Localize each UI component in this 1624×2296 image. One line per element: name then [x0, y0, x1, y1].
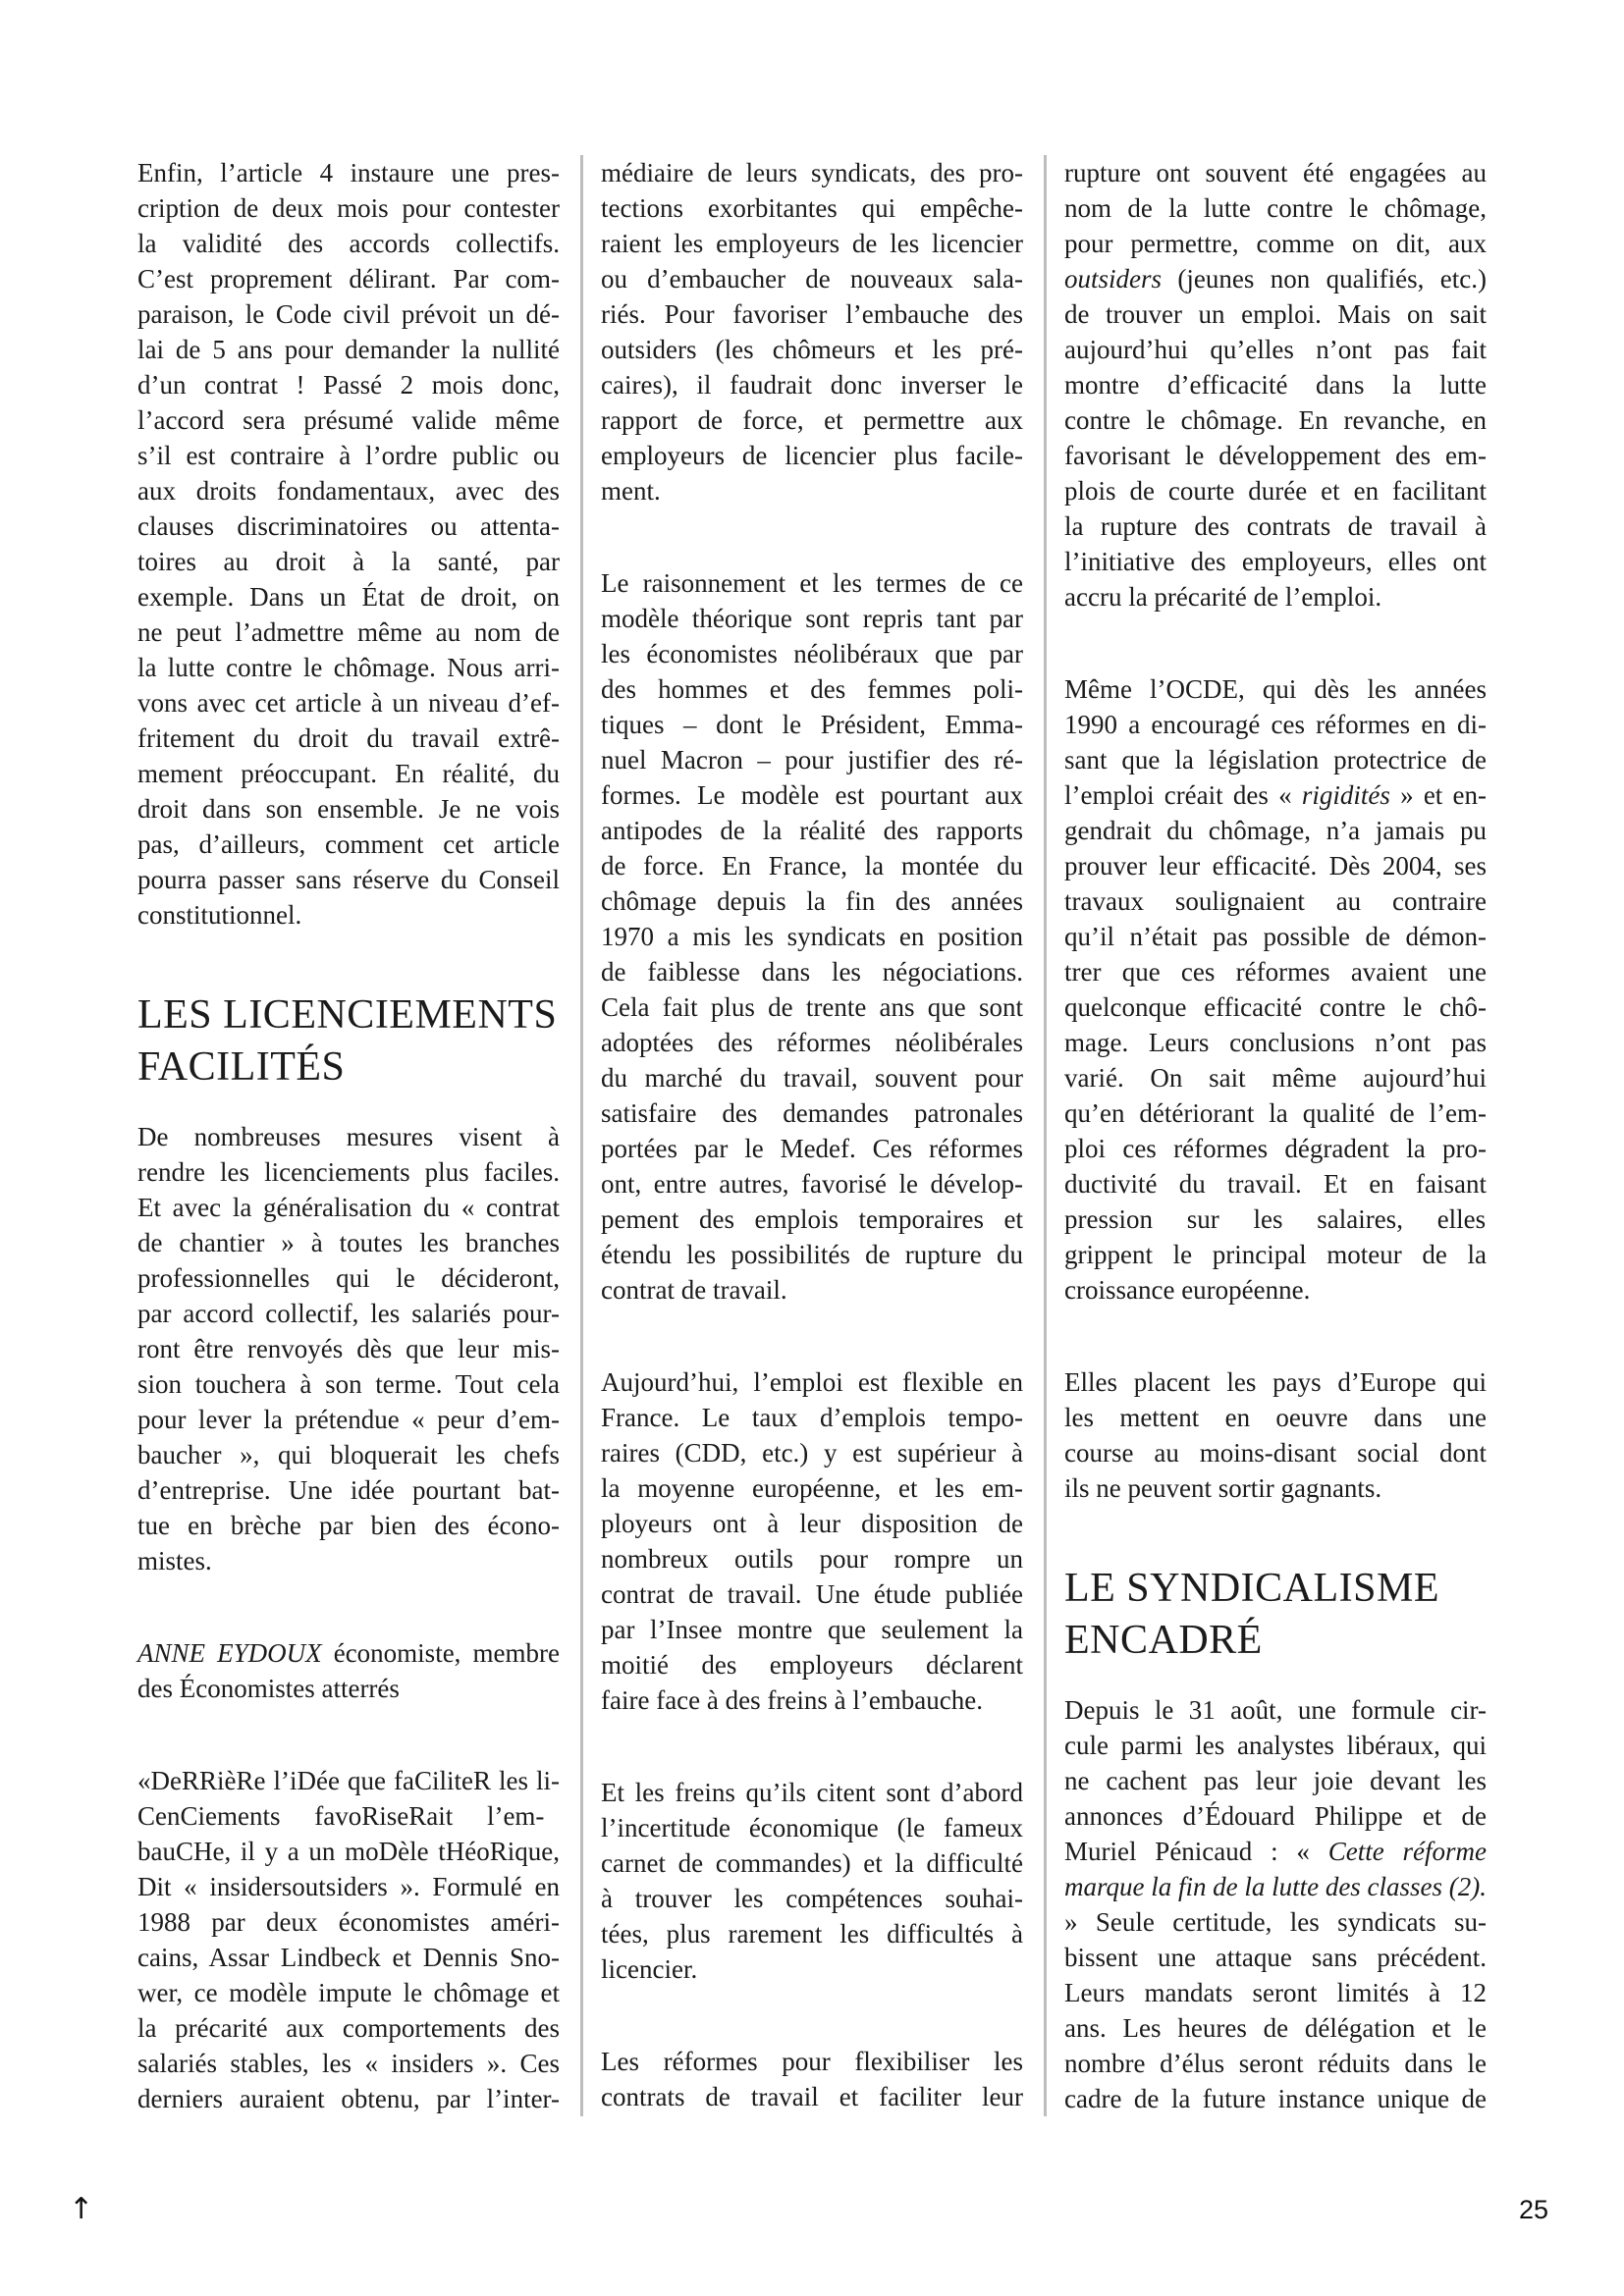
- column-rule: [1044, 155, 1047, 2116]
- heading-line: LE SYNDICALISME: [1064, 1566, 1439, 1611]
- back-to-top-arrow-icon[interactable]: ↑: [69, 2192, 94, 2226]
- text-line: cadre de la future instance unique de: [1064, 2084, 1487, 2113]
- text-line: Aujourd’hui, l’emploi est flexible en: [601, 1367, 1023, 1397]
- text-line: ne peut l’admettre même au nom de: [137, 617, 560, 647]
- text-line: par accord collectif, les salariés pour-: [137, 1299, 560, 1328]
- text-line: Et avec la généralisation du « contrat: [137, 1193, 560, 1222]
- article-body: [137, 155, 1487, 2173]
- text-line: Enfin, l’article 4 instaure une pres-: [137, 158, 560, 187]
- text-line: s’il est contraire à l’ordre public ou: [137, 441, 560, 470]
- text-line: outsiders (les chômeurs et les pré-: [601, 335, 1023, 364]
- paragraph: [1064, 1364, 1487, 1506]
- text-line: la validité des accords collectifs.: [137, 229, 560, 258]
- text-line: wer, ce modèle impute le chômage et: [137, 1978, 560, 2007]
- text-line: «DeRRièRe l’iDée que faCiliteR les li-: [137, 1766, 560, 1795]
- text-line: de faiblesse dans les négociations.: [601, 957, 1023, 987]
- text-line: mage. Leurs conclusions n’ont pas: [1064, 1028, 1487, 1057]
- text-line: ils ne peuvent sortir gagnants.: [1064, 1473, 1382, 1503]
- text-line: médiaire de leurs syndicats, des pro-: [601, 158, 1023, 187]
- text-line: Cela fait plus de trente ans que sont: [601, 992, 1023, 1022]
- text-line: qu’en détériorant la qualité de l’em-: [1064, 1098, 1487, 1128]
- text-line: trer que ces réformes avaient une: [1064, 957, 1487, 987]
- text-line: derniers auraient obtenu, par l’inter-: [137, 2084, 560, 2113]
- text-line: clauses discriminatoires ou attenta-: [137, 511, 560, 541]
- text-line: adoptées des réformes néolibérales: [601, 1028, 1023, 1057]
- text-line: contrat de travail. Une étude publiée: [601, 1579, 1023, 1609]
- text-line: course au moins-disant social dont: [1064, 1438, 1487, 1468]
- text-line: nombreux outils pour rompre un: [601, 1544, 1023, 1574]
- text-line: riés. Pour favoriser l’embauche des: [601, 299, 1023, 329]
- text-line: accru la précarité de l’emploi.: [1064, 582, 1382, 612]
- text-line: rendre les licenciements plus faciles.: [137, 1157, 560, 1187]
- column-1: [137, 155, 560, 2173]
- text-line: droit dans son ensemble. Je ne vois: [137, 794, 560, 824]
- text-line: pression sur les salaires, elles: [1064, 1204, 1487, 1234]
- heading-line: LES LICENCIEMENTS: [137, 992, 558, 1038]
- text-line: baucher », qui bloquerait les chefs: [137, 1440, 560, 1469]
- text-line: licencier.: [601, 1954, 698, 1984]
- text-line: tections exorbitantes qui empêche-: [601, 193, 1023, 223]
- text-line: Depuis le 31 août, une formule cir-: [1064, 1695, 1487, 1725]
- paragraph: [1064, 155, 1487, 614]
- paragraph: [137, 1119, 560, 1578]
- text-line: tées, plus rarement les difficultés à: [601, 1919, 1023, 1949]
- text-line: rapport de force, et permettre aux: [601, 405, 1023, 435]
- text-line: annonces d’Édouard Philippe et de: [1064, 1801, 1487, 1831]
- text-line: quelconque efficacité contre le chô-: [1064, 992, 1487, 1022]
- text-line: sion touchera à son terme. Tout cela: [137, 1369, 560, 1399]
- text-line: de chantier » à toutes les branches: [137, 1228, 560, 1257]
- text-line: paraison, le Code civil prévoit un dé-: [137, 299, 560, 329]
- text-line: aux droits fondamentaux, avec des: [137, 476, 560, 506]
- text-line: CenCiements favoRiseRait l’em-: [137, 1801, 545, 1831]
- text-line: favorisant le développement des em-: [1064, 441, 1487, 470]
- text-line: chômage depuis la fin des années: [601, 886, 1023, 916]
- text-line: d’entreprise. Une idée pourtant bat-: [137, 1475, 560, 1505]
- paragraph: [601, 1364, 1023, 1718]
- text-line: tiques – dont le Président, Emma-: [601, 710, 1023, 739]
- text-line: faire face à des freins à l’embauche.: [601, 1685, 984, 1715]
- text-line: les économistes néolibéraux que par: [601, 639, 1023, 668]
- text-line: vons avec cet article à un niveau d’ef-: [137, 688, 560, 718]
- text-line: » Seule certitude, les syndicats su-: [1064, 1907, 1487, 1937]
- text-line: mistes.: [137, 1546, 212, 1575]
- text-line: bissent une attaque sans précédent.: [1064, 1943, 1487, 1972]
- text-line: grippent le principal moteur de la: [1064, 1240, 1487, 1269]
- text-line: satisfaire des demandes patronales: [601, 1098, 1023, 1128]
- text-line: nuel Macron – pour justifier des ré-: [601, 745, 1023, 774]
- text-line: de force. En France, la montée du: [601, 851, 1023, 881]
- text-line: De nombreuses mesures visent à: [137, 1122, 560, 1151]
- byline: [137, 1635, 560, 1706]
- text-line: raient les employeurs de les licencier: [601, 229, 1023, 258]
- text-line: l’accord sera présumé valide même: [137, 405, 560, 435]
- column-rule: [580, 155, 583, 2116]
- text-line: C’est proprement délirant. Par com-: [137, 264, 560, 294]
- text-line: 1990 a encouragé ces réformes en di-: [1064, 710, 1487, 739]
- text-line: carnet de commandes) et la difficulté: [601, 1848, 1023, 1878]
- text-line: à trouver les compétences souhai-: [601, 1884, 1023, 1913]
- text-line: raires (CDD, etc.) y est supérieur à: [601, 1438, 1023, 1468]
- text-line: ans. Les heures de délégation et le: [1064, 2013, 1487, 2043]
- column-2: [601, 155, 1023, 2173]
- text-line: Leurs mandats seront limités à 12: [1064, 1978, 1487, 2007]
- text-line: Muriel Pénicaud : « Cette réforme: [1064, 1837, 1487, 1866]
- text-line: ANNE EYDOUX économiste, membre: [137, 1638, 560, 1668]
- text-line: qu’il n’était pas possible de démon-: [1064, 922, 1487, 951]
- text-line: contrats de travail et faciliter leur: [601, 2082, 1023, 2111]
- text-line: professionnelles qui le décideront,: [137, 1263, 560, 1293]
- text-line: lai de 5 ans pour demander la nullité: [137, 335, 560, 364]
- text-line: exemple. Dans un État de droit, on: [137, 582, 560, 612]
- text-line: modèle théorique sont repris tant par: [601, 604, 1023, 633]
- text-line: pour permettre, comme on dit, aux: [1064, 229, 1487, 258]
- text-line: nom de la lutte contre le chômage,: [1064, 193, 1487, 223]
- text-line: l’incertitude économique (le fameux: [601, 1813, 1023, 1842]
- text-line: tue en brèche par bien des écono-: [137, 1511, 560, 1540]
- paragraph: [601, 565, 1023, 1308]
- text-line: ploi ces réformes dégradent la pro-: [1064, 1134, 1487, 1163]
- text-line: sant que la législation protectrice de: [1064, 745, 1487, 774]
- text-line: la rupture des contrats de travail à: [1064, 511, 1487, 541]
- text-line: pement des emplois temporaires et: [601, 1204, 1023, 1234]
- text-line: l’initiative des employeurs, elles ont: [1064, 547, 1487, 576]
- text-line: la moyenne européenne, et les em-: [601, 1473, 1023, 1503]
- paragraph: [1064, 1692, 1487, 2116]
- text-line: bauCHe, il y a un moDèle tHéoRique,: [137, 1837, 560, 1866]
- text-line: la précarité aux comportements des: [137, 2013, 560, 2043]
- text-line: ou d’embaucher de nouveaux sala-: [601, 264, 1023, 294]
- text-line: salariés stables, les « insiders ». Ces: [137, 2049, 560, 2078]
- text-line: du marché du travail, souvent pour: [601, 1063, 1023, 1093]
- text-line: Le raisonnement et les termes de ce: [601, 568, 1023, 598]
- text-line: de trouver un emploi. Mais on sait: [1064, 299, 1487, 329]
- heading-line: ENCADRÉ: [1064, 1618, 1263, 1663]
- text-line: pour lever la prétendue « peur d’em-: [137, 1405, 560, 1434]
- text-line: des Économistes atterrés: [137, 1674, 400, 1703]
- text-line: plois de courte durée et en facilitant: [1064, 476, 1487, 506]
- text-line: outsiders (jeunes non qualifiés, etc.): [1064, 264, 1487, 294]
- text-line: étendu les possibilités de rupture du: [601, 1240, 1023, 1269]
- paragraph: [601, 2044, 1023, 2114]
- text-line: employeurs de licencier plus facile-: [601, 441, 1023, 470]
- text-line: nombre d’élus seront réduits dans le: [1064, 2049, 1487, 2078]
- text-line: aujourd’hui qu’elles n’ont pas fait: [1064, 335, 1487, 364]
- text-line: cription de deux mois pour contester: [137, 193, 560, 223]
- text-line: ront être renvoyés dès que leur mis-: [137, 1334, 560, 1363]
- text-line: cains, Assar Lindbeck et Dennis Sno-: [137, 1943, 560, 1972]
- paragraph: [601, 155, 1023, 508]
- paragraph: [1064, 671, 1487, 1308]
- section-heading: [1064, 1563, 1487, 1667]
- text-line: caires), il faudrait donc inverser le: [601, 370, 1023, 400]
- page-number: 25: [1518, 2195, 1548, 2224]
- text-line: croissance européenne.: [1064, 1275, 1311, 1305]
- text-line: ne cachent pas leur joie devant les: [1064, 1766, 1487, 1795]
- text-line: Même l’OCDE, qui dès les années: [1064, 674, 1487, 704]
- text-line: ment.: [601, 476, 661, 506]
- paragraph: [601, 1775, 1023, 1987]
- text-line: moitié des employeurs déclarent: [601, 1650, 1023, 1680]
- text-line: mement préoccupant. En réalité, du: [137, 759, 560, 788]
- text-line: Elles placent les pays d’Europe qui: [1064, 1367, 1487, 1397]
- text-line: rupture ont souvent été engagées au: [1064, 158, 1487, 187]
- text-line: par l’Insee montre que seulement la: [601, 1615, 1023, 1644]
- text-line: 1970 a mis les syndicats en position: [601, 922, 1023, 951]
- text-line: contrat de travail.: [601, 1275, 787, 1305]
- text-line: portées par le Medef. Ces réformes: [601, 1134, 1023, 1163]
- text-line: pourra passer sans réserve du Conseil: [137, 865, 560, 894]
- text-line: gendrait du chômage, n’a jamais pu: [1064, 816, 1487, 845]
- text-line: antipodes de la réalité des rapports: [601, 816, 1023, 845]
- text-line: fritement du droit du travail extrê-: [137, 723, 560, 753]
- text-line: la lutte contre le chômage. Nous arri-: [137, 653, 560, 682]
- section-heading: [137, 989, 560, 1094]
- text-line: les mettent en oeuvre dans une: [1064, 1403, 1487, 1432]
- text-line: prouver leur efficacité. Dès 2004, ses: [1064, 851, 1487, 881]
- text-line: cule parmi les analystes libéraux, qui: [1064, 1731, 1487, 1760]
- text-line: Dit « insidersoutsiders ». Formulé en: [137, 1872, 560, 1901]
- text-line: des hommes et des femmes poli-: [601, 674, 1023, 704]
- text-line: ont, entre autres, favorisé le dévelop-: [601, 1169, 1023, 1199]
- text-line: marque la fin de la lutte des classes (2).: [1064, 1872, 1487, 1901]
- text-line: toires au droit à la santé, par: [137, 547, 560, 576]
- text-line: Les réformes pour flexibiliser les: [601, 2047, 1023, 2076]
- text-line: ployeurs ont à leur disposition de: [601, 1509, 1023, 1538]
- text-line: d’un contrat ! Passé 2 mois donc,: [137, 370, 560, 400]
- text-line: contre le chômage. En revanche, en: [1064, 405, 1487, 435]
- text-line: 1988 par deux économistes améri-: [137, 1907, 560, 1937]
- paragraph: [137, 155, 560, 933]
- text-line: varié. On sait même aujourd’hui: [1064, 1063, 1487, 1093]
- text-line: formes. Le modèle est pourtant aux: [601, 780, 1023, 810]
- text-line: montre d’efficacité dans la lutte: [1064, 370, 1487, 400]
- text-line: Et les freins qu’ils citent sont d’abord: [601, 1778, 1023, 1807]
- text-line: France. Le taux d’emplois tempo-: [601, 1403, 1023, 1432]
- text-line: constitutionnel.: [137, 900, 302, 930]
- text-line: travaux soulignaient au contraire: [1064, 886, 1487, 916]
- text-line: pas, d’ailleurs, comment cet article: [137, 829, 560, 859]
- heading-line: FACILITÉS: [137, 1044, 346, 1090]
- column-3: [1064, 155, 1487, 2173]
- text-line: l’emploi créait des « rigidités » et en-: [1064, 780, 1488, 810]
- text-line: ductivité du travail. Et en faisant: [1064, 1169, 1487, 1199]
- paragraph: [137, 1763, 560, 2116]
